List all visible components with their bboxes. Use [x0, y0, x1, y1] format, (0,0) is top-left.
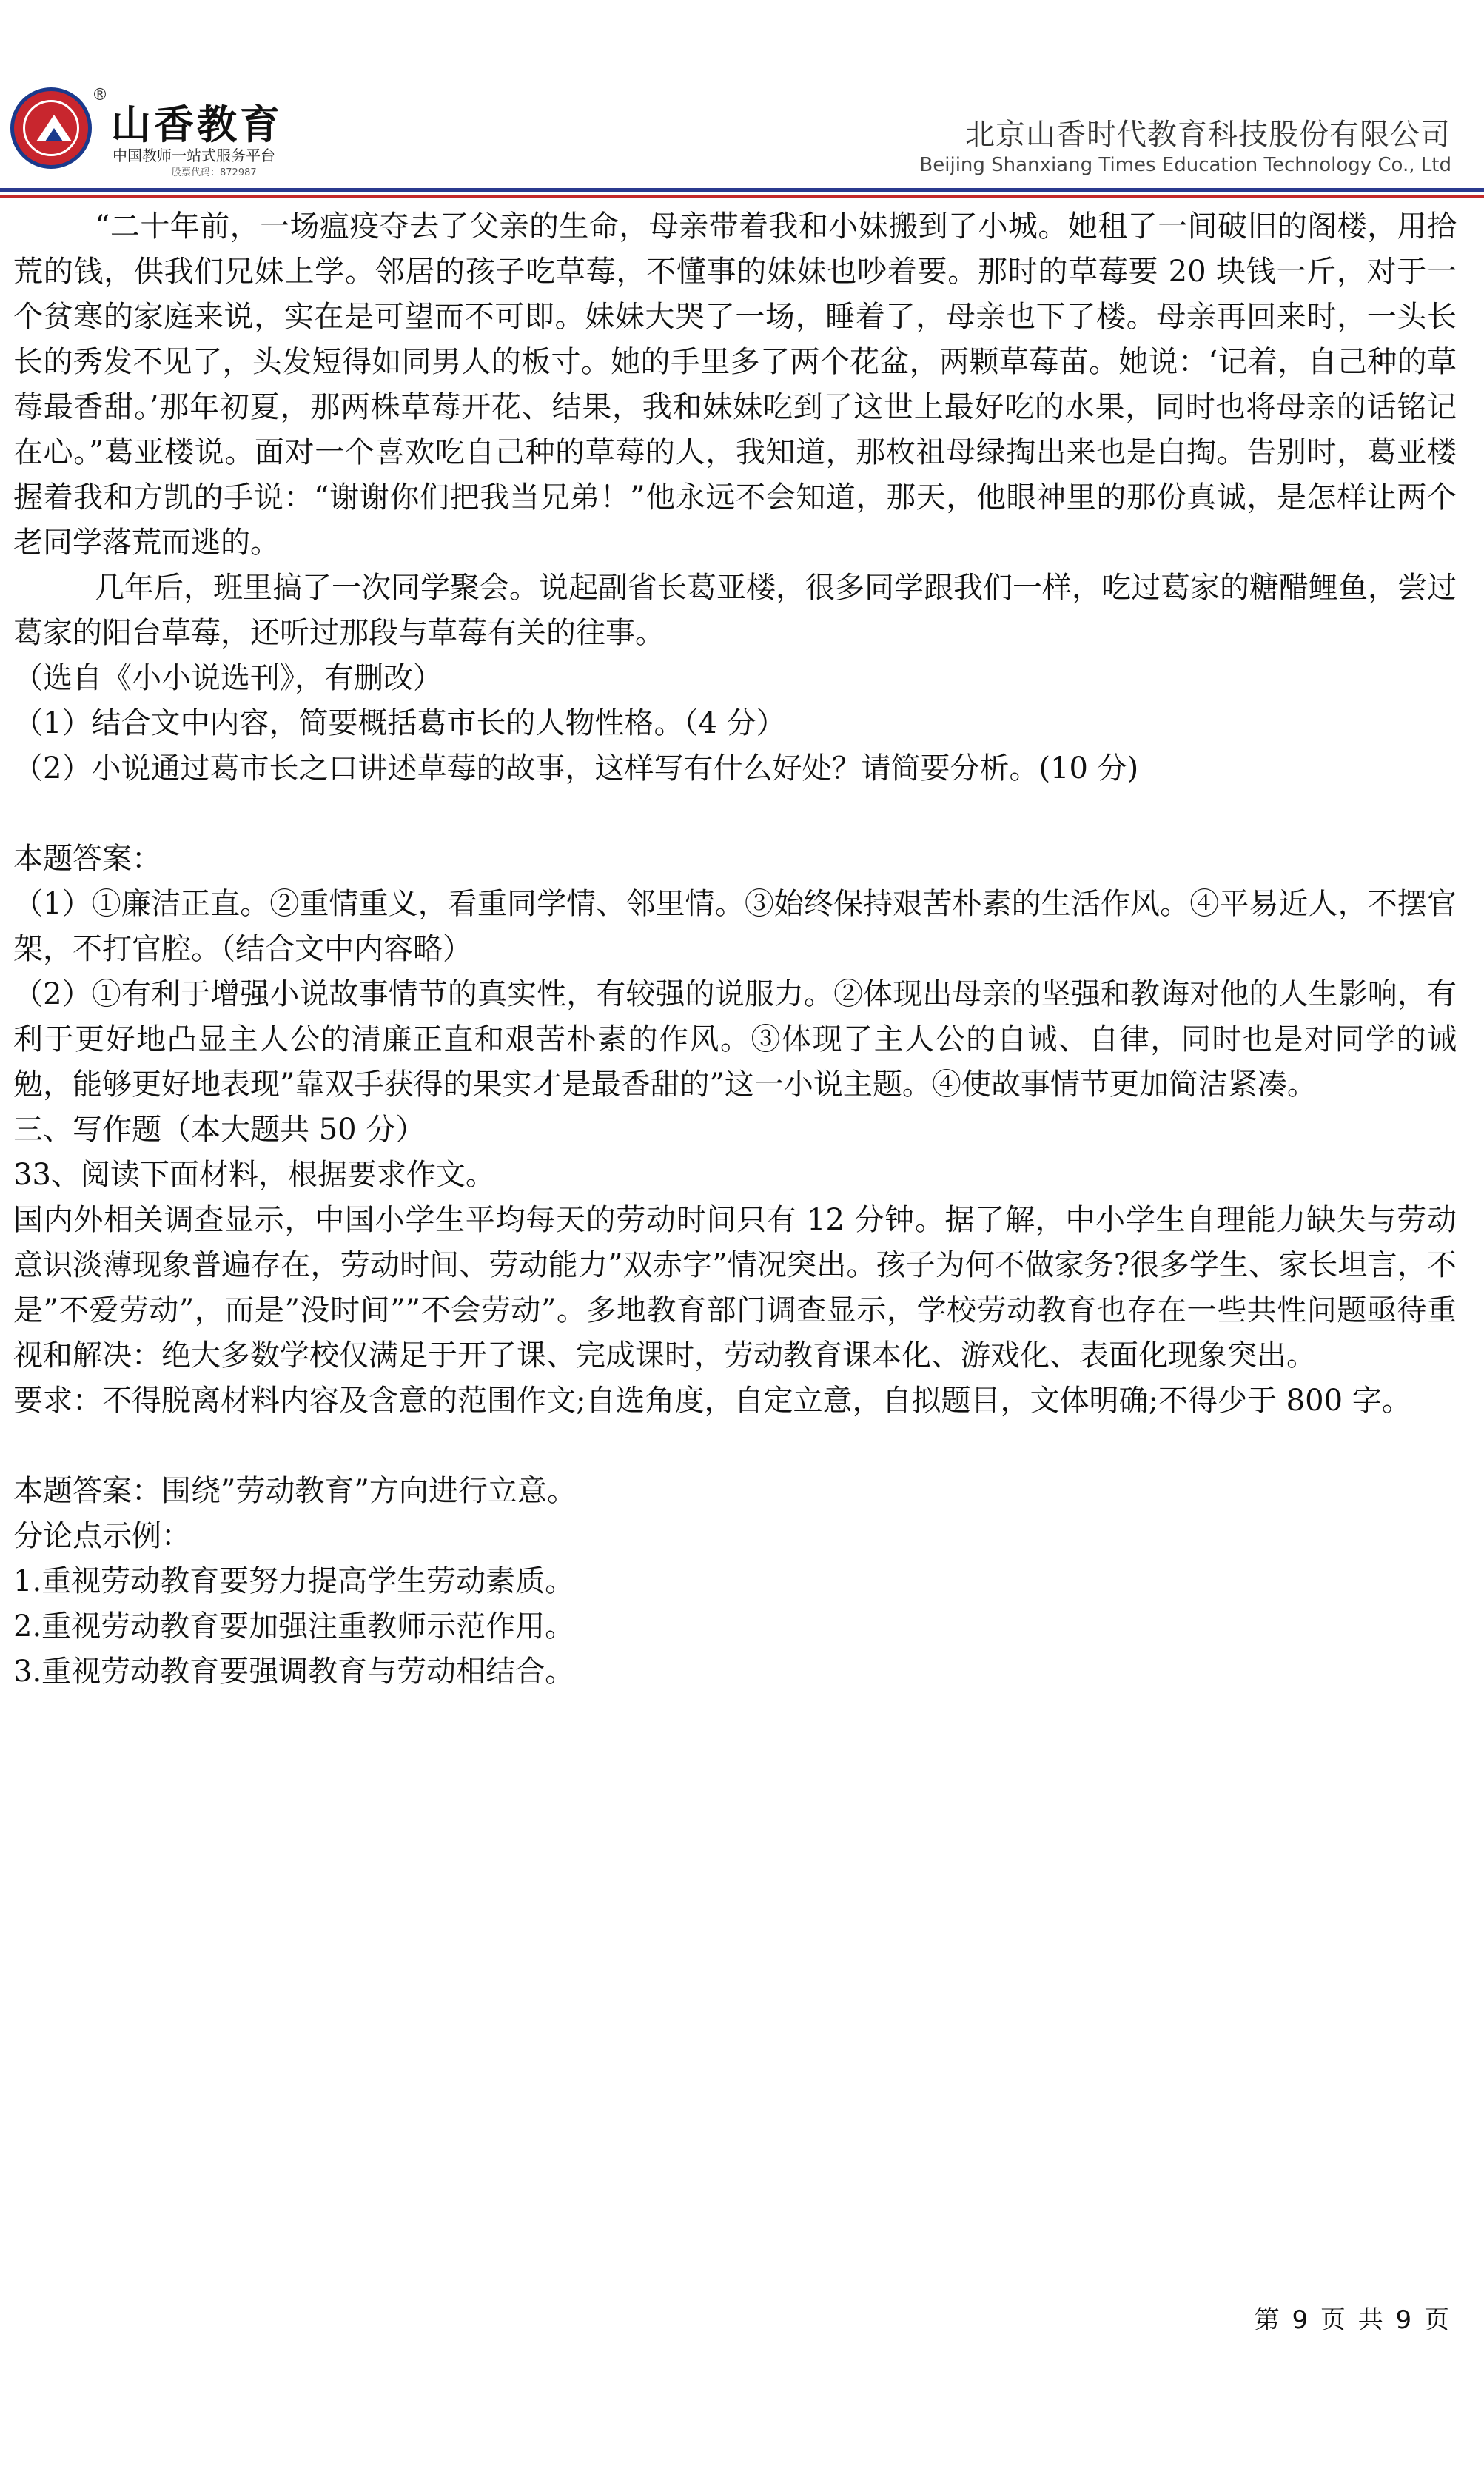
source-note: （选自《小小说选刊》，有删改） — [13, 661, 443, 695]
stock-code: 股票代码：872987 — [172, 167, 257, 178]
registered-mark: ® — [92, 86, 108, 104]
sub-point-2: 2.重视劳动教育要加强注重教师示范作用。 — [13, 1609, 575, 1643]
header-rule-blue — [0, 188, 1484, 192]
question-33: 33、阅读下面材料，根据要求作文。 — [13, 1158, 495, 1192]
brand-subtitle: 中国教师一站式服务平台 — [113, 147, 275, 164]
question-1: （1）结合文中内容，简要概括葛市长的人物性格。（4 分） — [13, 706, 786, 740]
sub-point-3: 3.重视劳动教育要强调教育与劳动相结合。 — [13, 1655, 575, 1689]
company-name-cn: 北京山香时代教育科技股份有限公司 — [965, 118, 1451, 152]
brand-name: 山香教育 — [111, 101, 283, 148]
answer-writing: 本题答案：围绕”劳动教育”方向进行立意。 — [13, 1474, 577, 1508]
story-paragraph-1: “二十年前，一场瘟疫夺去了父亲的生命，母亲带着我和小妹搬到了小城。她租了一间破旧的阁楼，用拾荒的钱，供我们兄妹上学。邻居的孩子吃草莓，不懂事的妹妹也吵着要。那时的草莓要 20 块钱一斤，对于一个贫寒的家庭来说，实在是可望而不可即。妹妹大哭了一场，睡着了，母亲也下了楼。母亲再回来时，一头长长的秀发不见了，头发短得如同男人的板寸。她的手里多了两个花盆，两颗草莓苗。她说：‘记着，自己种的草莓最香甜。’那年初夏，那两株草莓开花、结果，我和妹妹吃到了这世上最好吃的水果，同时也将母亲的话铭记在心。”葛亚楼说。面对一个喜欢吃自己种的草莓的人，我知道，那枚祖母绿掏出来也是白掏。告别时，葛亚楼握着我和方凯的手说：“谢谢你们把我当兄弟！”他永远不会知道，那天，他眼神里的那份真诚，是怎样让两个老同学落荒而逃的。 — [13, 210, 1457, 560]
writing-requirement: 要求：不得脱离材料内容及含意的范围作文;自选角度，自定立意，自拟题目，文体明确;不得少于 800 字。 — [13, 1384, 1411, 1418]
sub-points-label: 分论点示例： — [13, 1519, 191, 1553]
document-body — [13, 204, 1457, 1695]
answer-2: （2）①有利于增强小说故事情节的真实性，有较强的说服力。②体现出母亲的坚强和教诲对他的人生影响，有利于更好地凸显主人公的清廉正直和艰苦朴素的作风。③体现了主人公的自诫、自律，同时也是对同学的诫勉，能够更好地表现”靠双手获得的果实才是最香甜的”这一小说主题。④使故事情节更加简洁紧凑。 — [13, 977, 1457, 1102]
section-heading-writing: 三、写作题（本大题共 50 分） — [13, 1113, 426, 1147]
header-rule-red — [0, 195, 1484, 198]
story-paragraph-2: 几年后，班里搞了一次同学聚会。说起副省长葛亚楼，很多同学跟我们一样，吃过葛家的糖醋鲤鱼，尝过葛家的阳台草莓，还听过那段与草莓有关的往事。 — [13, 571, 1457, 650]
page-header — [0, 0, 1484, 194]
company-name-en: Beijing Shanxiang Times Education Technology Co., Ltd — [919, 154, 1451, 176]
question-2: （2）小说通过葛市长之口讲述草莓的故事，这样写有什么好处？请简要分析。(10 分) — [13, 751, 1139, 785]
answer-1: （1）①廉洁正直。②重情重义，看重同学情、邻里情。③始终保持艰苦朴素的生活作风。④平易近人，不摆官架，不打官腔。（结合文中内容略） — [13, 887, 1457, 966]
page-number: 第 9 页 共 9 页 — [1254, 2305, 1451, 2335]
writing-material: 国内外相关调查显示，中国小学生平均每天的劳动时间只有 12 分钟。据了解，中小学生自理能力缺失与劳动意识淡薄现象普遍存在，劳动时间、劳动能力”双赤字”情况突出。孩子为何不做家务?很多学生、家长坦言，不是”不爱劳动”，而是”没时间””不会劳动”。多地教育部门调查显示，学校劳动教育也存在一些共性问题亟待重视和解决：绝大多数学校仅满足于开了课、完成课时，劳动教育课本化、游戏化、表面化现象突出。 — [13, 1203, 1457, 1373]
sub-point-1: 1.重视劳动教育要努力提高学生劳动素质。 — [13, 1564, 575, 1598]
shanxiang-logo-icon — [10, 87, 92, 169]
answer-label: 本题答案： — [13, 842, 161, 876]
